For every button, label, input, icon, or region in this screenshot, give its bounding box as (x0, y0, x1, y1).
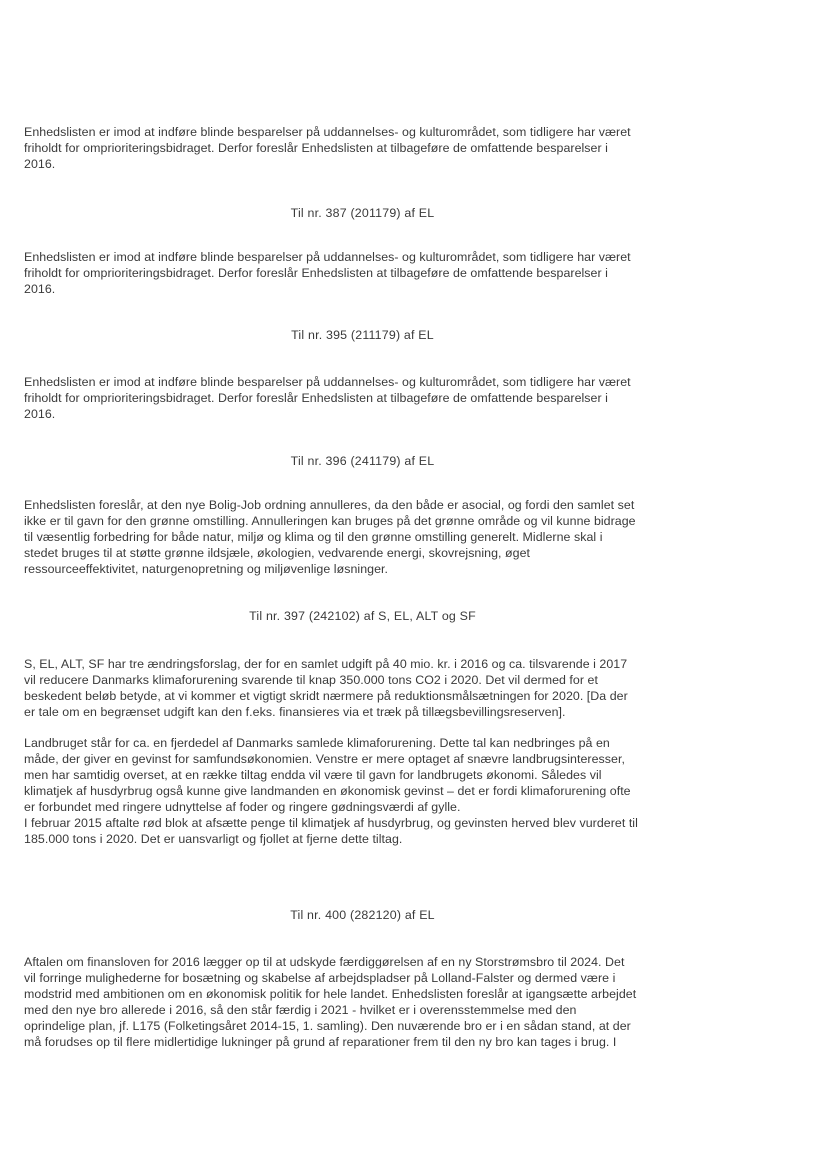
paragraph-387 (24, 249, 714, 297)
text-line: Enhedslisten er imod at indføre blinde besparelser på uddannelses- og kulturområdet, som tidligere har været (24, 250, 631, 264)
text-line: til væsentlig forbedring for både natur, miljø og klima og til den grønne omstilling generelt. Midlerne skal i (24, 530, 603, 544)
text-line: Aftalen om finansloven for 2016 lægger op til at udskyde færdiggørelsen af en ny Storstrømsbro til 2024. Det (24, 955, 625, 969)
text-line: ikke er til gavn for den grønne omstilling. Annulleringen kan bruges på det grønne område og vil kunne bidrage (24, 514, 636, 528)
paragraph-397-a (24, 656, 714, 720)
text-line: I februar 2015 aftalte rød blok at afsætte penge til klimatjek af husdyrbrug, og gevinsten herved blev vurderet til (24, 816, 638, 830)
section-heading-395: Til nr. 395 (211179) af EL (291, 328, 434, 342)
section-heading-396: Til nr. 396 (241179) af EL (290, 454, 435, 468)
text-line: er tale om en begrænset udgift kan den f.eks. finansieres via et træk på tillægsbevillingsreserven]. (24, 705, 566, 719)
paragraph-397-b (24, 735, 714, 847)
text-line: Enhedslisten er imod at indføre blinde besparelser på uddannelses- og kulturområdet, som tidligere har været (24, 375, 631, 389)
text-line: oprindelige plan, jf. L175 (Folketingsåret 2014-15, 1. samling). Den nuværende bro er i en sådan stand, at der (24, 1019, 631, 1033)
text-line: 2016. (24, 157, 56, 171)
paragraph-396 (24, 497, 714, 577)
text-line: er forbundet med ringere udnyttelse af foder og ringere gødningsværdi af gylle. (24, 800, 461, 814)
text-line: 2016. (24, 407, 56, 421)
text-line: men har samtidig overset, at en række tiltag endda vil være til gavn for landbrugets økonomi. Således vil (24, 768, 602, 782)
text-line: S, EL, ALT, SF har tre ændringsforslag, der for en samlet udgift på 40 mio. kr. i 2016 og ca. tilsvarende i 2017 (24, 657, 628, 671)
text-line: friholdt for omprioriteringsbidraget. Derfor foreslår Enhedslisten at tilbageføre de omfattende besparelser i (24, 391, 608, 405)
text-line: 185.000 tons i 2020. Det er uansvarligt og fjollet at fjerne dette tiltag. (24, 832, 403, 846)
text-line: med den nye bro allerede i 2016, så den står færdig i 2021 - hvilket er i overensstemmelse med den (24, 1003, 577, 1017)
text-line: måde, der giver en gevinst for samfundsøkonomien. Venstre er mere optaget af snævre landbrugsinteresser, (24, 752, 625, 766)
section-heading-387: Til nr. 387 (201179) af EL (290, 206, 435, 220)
text-line: vil forringe mulighederne for bosætning og skabelse af arbejdspladser på Lolland-Falster og dermed være i (24, 971, 616, 985)
text-line: Landbruget står for ca. en fjerdedel af Danmarks samlede klimaforurening. Dette tal kan nedbringes på en (24, 736, 610, 750)
text-line: friholdt for omprioriteringsbidraget. Derfor foreslår Enhedslisten at tilbageføre de omfattende besparelser i (24, 266, 608, 280)
text-line: Enhedslisten er imod at indføre blinde besparelser på uddannelses- og kulturområdet, som tidligere har været (24, 125, 631, 139)
text-line: må forudses op til flere midlertidige lukninger på grund af reparationer frem til den ny bro kan tages i brug. I (24, 1035, 617, 1049)
text-line: klimatjek af husdyrbrug også kunne give landmanden en økonomisk gevinst – det er fordi klimaforurening ofte (24, 784, 631, 798)
paragraph-intro (24, 124, 714, 172)
section-heading-400: Til nr. 400 (282120) af EL (290, 908, 435, 922)
text-line: Enhedslisten foreslår, at den nye Bolig-Job ordning annulleres, da den både er asocial, og fordi den samlet set (24, 498, 635, 512)
section-heading-397: Til nr. 397 (242102) af S, EL, ALT og SF (249, 609, 476, 623)
text-line: 2016. (24, 282, 56, 296)
text-line: modstrid med ambitionen om en økonomisk politik for hele landet. Enhedslisten foreslår at igangsætte arbejdet (24, 987, 637, 1001)
paragraph-400 (24, 954, 714, 1050)
text-line: stedet bruges til at støtte grønne ildsjæle, økologien, vedvarende energi, skovrejsning, øget (24, 546, 531, 560)
text-line: vil reducere Danmarks klimaforurening svarende til knap 350.000 tons CO2 i 2020. Det vil dermed for et (24, 673, 598, 687)
text-line: beskedent beløb betyde, at vi kommer et vigtigt skridt nærmere på reduktionsmålsætningen for 2020. [Da der (24, 689, 628, 703)
paragraph-395 (24, 374, 714, 422)
text-line: ressourceeffektivitet, naturgenopretning og miljøvenlige løsninger. (24, 562, 389, 576)
text-line: friholdt for omprioriteringsbidraget. Derfor foreslår Enhedslisten at tilbageføre de omfattende besparelser i (24, 141, 608, 155)
